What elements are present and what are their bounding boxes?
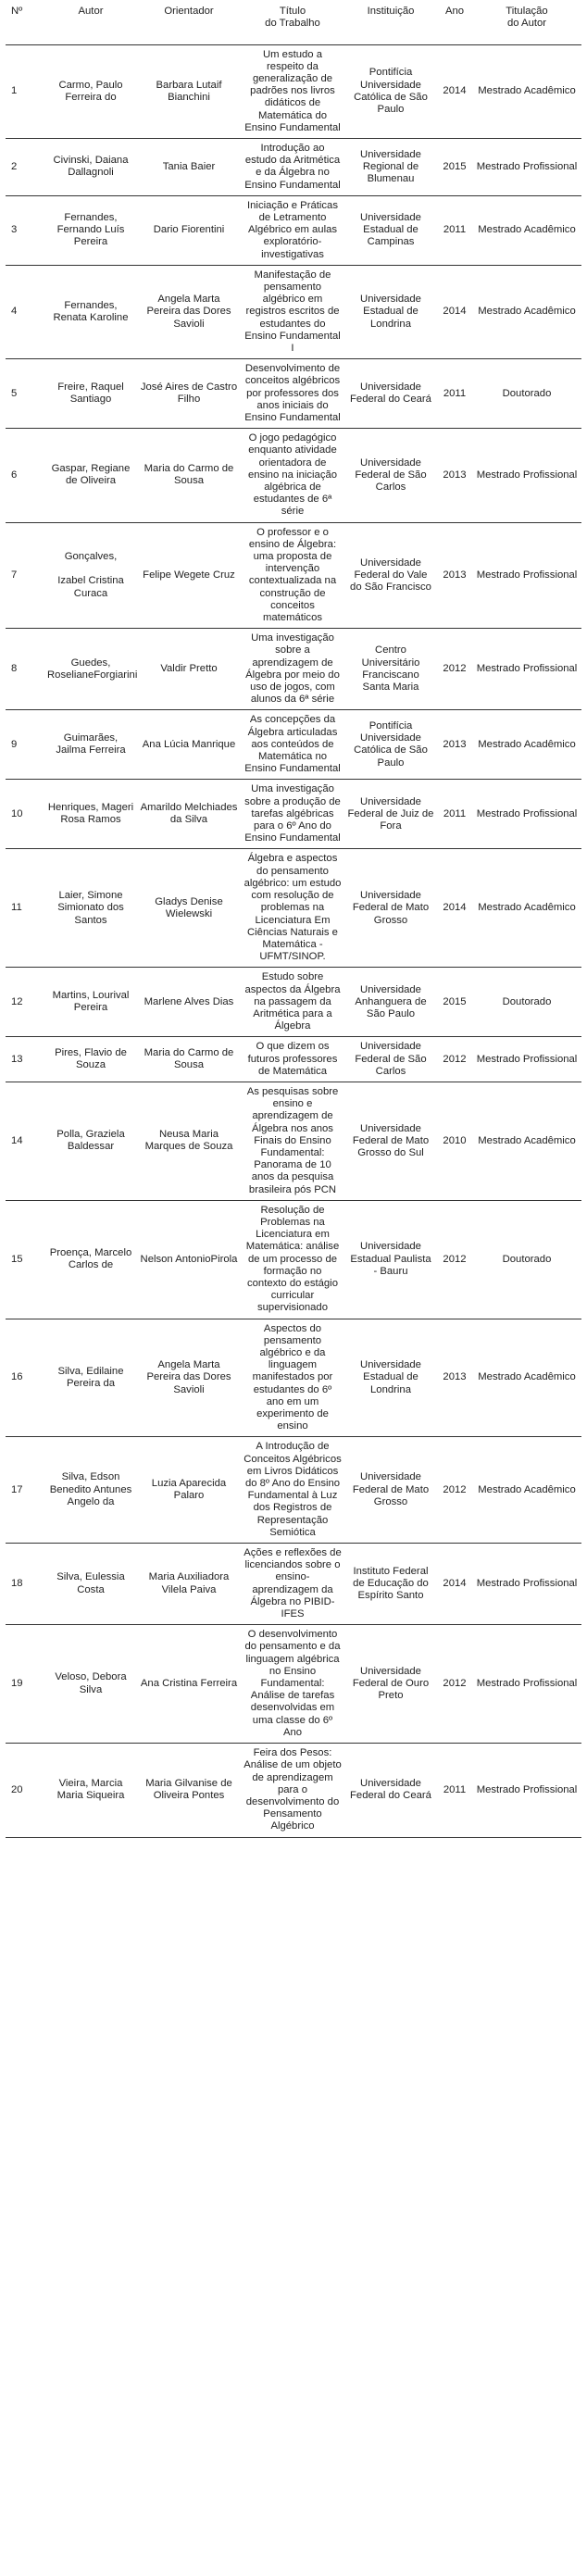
cell-ano: 2014 — [443, 306, 467, 318]
cell-autor: Civinski, Daiana Dallagnoli — [53, 155, 129, 179]
cell-titulo: Aspectos do pensamento algébrico e da linguagem manifestados por estudantes do 6º ano em um experimento de ensino — [252, 1322, 333, 1432]
cell-orientador: Ana Cristina Ferreira — [140, 1678, 238, 1690]
cell-titulo: O professor e o ensino de Álgebra: uma proposta de intervenção contextualizada na construção de conceitos matemáticos — [248, 526, 337, 624]
cell-titulo: O desenvolvimento do pensamento e da linguagem algébrica no Ensino Fundamental: Análise de tarefas desenvolvidas em uma classe do 6º Ano — [244, 1629, 341, 1738]
cell-titulo: A Introdução de Conceitos Algébricos em Livros Didáticos do 8º Ano do Ensino Fundamental à Luz dos Registros de Representação Semiótica — [244, 1441, 342, 1538]
cell-instituicao: Universidade Federal de São Carlos — [355, 456, 427, 493]
cell-instituicao: Centro Universitário Franciscano Santa Maria — [361, 644, 420, 694]
table-row — [6, 522, 581, 629]
cell-orientador: Amarildo Melchiades da Silva — [140, 802, 238, 826]
cell-ano: 2014 — [443, 902, 467, 914]
cell-autor: Laier, Simone Simionato dos Santos — [57, 890, 124, 926]
cell-num: 15 — [11, 1253, 23, 1265]
header-instituicao: Instituição — [367, 6, 415, 17]
cell-instituicao: Universidade Federal do Vale do São Francisco — [350, 556, 431, 594]
cell-num: 14 — [11, 1134, 23, 1146]
cell-titulo: As concepções da Álgebra articuladas aos conteúdos de Matemática no Ensino Fundamental — [244, 714, 341, 775]
table-row — [6, 359, 581, 429]
cell-titulacao: Mestrado Profissional — [476, 663, 578, 675]
cell-orientador: Angela Marta Pereira das Dores Savioli — [146, 1359, 231, 1395]
cell-instituicao: Universidade Anhanguera de São Paulo — [355, 983, 427, 1019]
cell-titulo: Uma investigação sobre a produção de tarefas algébricas para o 6º Ano do Ensino Fundamental — [244, 783, 341, 844]
cell-titulacao: Doutorado — [502, 995, 552, 1007]
cell-orientador: Maria do Carmo de Sousa — [144, 463, 234, 487]
cell-ano: 2013 — [443, 1371, 467, 1383]
cell-autor: Polla, Graziela Baldessar — [56, 1129, 125, 1153]
cell-titulacao: Mestrado Profissional — [476, 160, 578, 172]
cell-num: 12 — [11, 995, 23, 1007]
table-row — [6, 1544, 581, 1625]
table-row — [6, 1744, 581, 1837]
cell-orientador: Maria Gilvanise de Oliveira Pontes — [145, 1778, 232, 1802]
cell-instituicao: Universidade Estadual de Londrina — [360, 294, 421, 330]
cell-titulacao: Mestrado Profissional — [476, 1053, 578, 1065]
cell-titulacao: Mestrado Profissional — [476, 807, 578, 819]
table-body — [6, 44, 581, 1837]
cell-ano: 2014 — [443, 85, 467, 97]
table-row — [6, 968, 581, 1037]
table-row — [6, 265, 581, 358]
cell-instituicao: Universidade Estadual de Campinas — [360, 211, 421, 248]
cell-titulacao: Mestrado Acadêmico — [478, 738, 576, 750]
cell-titulacao: Mestrado Acadêmico — [478, 1371, 576, 1383]
cell-titulo: Um estudo a respeito da generalização de padrões nos livros didáticos de Matemática do Ensino Fundamental — [244, 48, 341, 133]
cell-autor: Silva, Eulessia Costa — [56, 1571, 125, 1595]
cell-orientador: Angela Marta Pereira das Dores Savioli — [146, 294, 231, 330]
cell-autor: Martins, Lourival Pereira — [52, 990, 130, 1014]
cell-instituicao: Universidade Regional de Blumenau — [360, 148, 421, 184]
cell-titulacao: Doutorado — [502, 1253, 552, 1265]
cell-instituicao: Universidade Federal de Mato Grosso do Sul — [352, 1122, 430, 1158]
header-orientador: Orientador — [164, 6, 214, 17]
cell-orientador: Gladys Denise Wielewski — [155, 895, 223, 919]
cell-titulo: O que dizem os futuros professores de Matemática — [247, 1041, 338, 1077]
cell-titulacao: Mestrado Acadêmico — [478, 306, 576, 318]
table-row — [6, 780, 581, 849]
cell-num: 16 — [11, 1371, 23, 1383]
cell-orientador: Dario Fiorentini — [153, 224, 225, 236]
cell-autor: Veloso, Debora Silva — [55, 1671, 127, 1695]
cell-autor: Vieira, Marcia Maria Siqueira — [56, 1778, 125, 1802]
cell-titulo: O jogo pedagógico enquanto atividade orientadora de ensino na iniciação algébrica de estudantes de 6ª série — [247, 432, 338, 518]
cell-titulo: Estudo sobre aspectos da Álgebra na passagem da Aritmética para a Álgebra — [244, 971, 341, 1032]
header-row — [6, 4, 581, 44]
cell-autor: Fernandes, Fernando Luís Pereira — [56, 211, 125, 248]
cell-titulacao: Doutorado — [502, 387, 552, 399]
cell-autor: Silva, Edilaine Pereira da — [57, 1365, 124, 1389]
cell-autor: Freire, Raquel Santiago — [57, 381, 124, 406]
cell-ano: 2012 — [443, 1053, 467, 1065]
cell-instituicao: Universidade Estadual Paulista - Bauru — [350, 1241, 431, 1277]
table-row — [6, 710, 581, 780]
table-row — [6, 195, 581, 265]
cell-num: 9 — [11, 738, 18, 750]
cell-num: 20 — [11, 1783, 23, 1795]
cell-instituicao: Pontifícia Universidade Católica de São Paulo — [354, 720, 428, 769]
table-row — [6, 1200, 581, 1319]
cell-num: 5 — [11, 387, 18, 399]
cell-orientador: Tania Baier — [162, 160, 216, 172]
cell-titulacao: Mestrado Acadêmico — [478, 85, 576, 97]
cell-num: 2 — [11, 160, 18, 172]
cell-num: 11 — [11, 902, 22, 914]
cell-orientador: Barbara Lutaif Bianchini — [156, 79, 222, 103]
cell-autor: Gaspar, Regiane de Oliveira — [51, 463, 131, 487]
cell-instituicao: Universidade Federal de Ouro Preto — [352, 1665, 430, 1702]
cell-orientador: Luzia Aparecida Palaro — [151, 1478, 227, 1502]
table-row — [6, 1319, 581, 1437]
cell-instituicao: Universidade Federal do Ceará — [350, 381, 431, 406]
cell-autor: Proença, Marcelo Carlos de — [49, 1246, 132, 1271]
cell-titulacao: Mestrado Profissional — [476, 1678, 578, 1690]
cell-autor: Pires, Flavio de Souza — [55, 1046, 127, 1071]
header-titulacao: Titulação do Autor — [506, 6, 548, 30]
cell-num: 8 — [11, 663, 18, 675]
cell-num: 7 — [11, 569, 18, 581]
header-ano: Ano — [444, 6, 465, 17]
cell-titulo: Iniciação e Práticas de Letramento Algébrico em aulas exploratório-investigativas — [247, 199, 338, 260]
table-row — [6, 1625, 581, 1744]
cell-titulo: Introdução ao estudo da Aritmética e da Álgebra no Ensino Fundamental — [244, 142, 341, 191]
cell-num: 19 — [11, 1678, 23, 1690]
table-row — [6, 629, 581, 710]
cell-ano: 2012 — [443, 663, 467, 675]
cell-ano: 2012 — [443, 1253, 467, 1265]
cell-ano: 2013 — [443, 569, 467, 581]
cell-num: 17 — [11, 1483, 23, 1495]
cell-num: 13 — [11, 1053, 23, 1065]
cell-ano: 2015 — [443, 160, 467, 172]
cell-titulacao: Mestrado Acadêmico — [478, 902, 576, 914]
cell-num: 6 — [11, 469, 18, 481]
cell-instituicao: Universidade Federal de Mato Grosso — [352, 890, 430, 926]
cell-titulacao: Mestrado Profissional — [476, 469, 578, 481]
cell-ano: 2011 — [443, 807, 467, 819]
cell-titulo: Resolução de Problemas na Licenciatura em Matemática: análise de um processo de formação no contexto do estágio curricular supervisionado — [245, 1204, 340, 1314]
table-row — [6, 1082, 581, 1200]
cell-autor: Henriques, Mageri Rosa Ramos — [47, 802, 134, 826]
cell-ano: 2010 — [443, 1134, 467, 1146]
cell-instituicao: Instituto Federal de Educação do Espírito Santo — [353, 1565, 429, 1602]
cell-instituicao: Universidade Federal de Mato Grosso — [352, 1471, 430, 1507]
cell-ano: 2011 — [443, 387, 467, 399]
cell-num: 3 — [11, 224, 18, 236]
cell-orientador: Maria do Carmo de Sousa — [144, 1046, 234, 1071]
cell-ano: 2012 — [443, 1483, 467, 1495]
cell-instituicao: Universidade Federal de São Carlos — [355, 1041, 427, 1077]
cell-titulo: Manifestação de pensamento algébrico em registros escritos de estudantes do Ensino Fundamental I — [244, 269, 341, 354]
cell-titulacao: Mestrado Profissional — [476, 1578, 578, 1590]
dissertations-table — [6, 4, 581, 1838]
cell-titulo: As pesquisas sobre ensino e aprendizagem de Álgebra nos anos Finais do Ensino Fundamental: Panorama de 10 anos da pesquisa brasileira pós PCN — [246, 1085, 339, 1195]
cell-autor: Carmo, Paulo Ferreira do — [58, 79, 123, 103]
cell-instituicao: Universidade Federal de Juiz de Fora — [347, 795, 434, 832]
table-row — [6, 1037, 581, 1082]
cell-instituicao: Universidade Estadual de Londrina — [360, 1359, 421, 1395]
cell-titulo: Álgebra e aspectos do pensamento algébrico: um estudo com resolução de problemas na Licenciatura Em Ciências Naturais e Matemática - UFMT/SINOP. — [244, 853, 342, 963]
cell-orientador: José Aires de Castro Filho — [140, 381, 238, 406]
cell-num: 1 — [11, 85, 18, 97]
table-row — [6, 138, 581, 195]
cell-autor: Guimarães, Jailma Ferreira — [56, 732, 126, 757]
cell-num: 10 — [11, 807, 23, 819]
table-row — [6, 429, 581, 522]
cell-instituicao: Pontifícia Universidade Católica de São Paulo — [354, 67, 428, 115]
table-header — [6, 4, 581, 44]
cell-autor: Gonçalves, Izabel Cristina Curaca — [57, 551, 124, 599]
cell-ano: 2011 — [443, 224, 467, 236]
cell-orientador: Ana Lúcia Manrique — [142, 738, 236, 750]
table-row — [6, 849, 581, 968]
cell-orientador: Maria Auxiliadora Vilela Paiva — [148, 1571, 230, 1595]
cell-num: 4 — [11, 306, 18, 318]
cell-ano: 2011 — [443, 1783, 467, 1795]
cell-titulo: Uma investigação sobre a aprendizagem de Álgebra por meio do uso de jogos, com alunos da 6ª série — [245, 632, 340, 706]
cell-orientador: Felipe Wegete Cruz — [143, 569, 235, 581]
cell-autor: Guedes, RoselianeForgiarini — [47, 657, 138, 681]
cell-ano: 2014 — [443, 1578, 467, 1590]
cell-orientador: Marlene Alves Dias — [144, 995, 234, 1007]
header-titulo: Título do Trabalho — [265, 6, 320, 30]
cell-ano: 2013 — [443, 738, 467, 750]
cell-num: 18 — [11, 1578, 23, 1590]
header-autor: Autor — [78, 6, 104, 17]
cell-orientador: Nelson AntonioPirola — [140, 1253, 238, 1265]
cell-autor: Fernandes, Renata Karoline — [53, 299, 129, 323]
cell-titulacao: Mestrado Acadêmico — [478, 1134, 576, 1146]
cell-titulacao: Mestrado Profissional — [476, 1783, 578, 1795]
table-row — [6, 1437, 581, 1544]
cell-orientador: Neusa Maria Marques de Souza — [144, 1129, 233, 1153]
cell-titulo: Desenvolvimento de conceitos algébricos por professores dos anos iniciais do Ensino Fundamental — [244, 363, 341, 423]
cell-ano: 2013 — [443, 469, 467, 481]
cell-orientador: Valdir Pretto — [160, 663, 218, 675]
cell-titulacao: Mestrado Profissional — [476, 569, 578, 581]
cell-titulacao: Mestrado Acadêmico — [478, 1483, 576, 1495]
cell-instituicao: Universidade Federal do Ceará — [350, 1778, 431, 1802]
table-row — [6, 44, 581, 138]
cell-ano: 2012 — [443, 1678, 467, 1690]
cell-ano: 2015 — [443, 995, 467, 1007]
cell-autor: Silva, Edson Benedito Antunes Angelo da — [49, 1471, 132, 1507]
cell-titulo: Feira dos Pesos: Análise de um objeto de aprendizagem para o desenvolvimento do Pensamento Algébrico — [244, 1747, 342, 1832]
header-num: Nº — [11, 6, 23, 17]
cell-titulo: Ações e reflexões de licenciandos sobre o ensino-aprendizagem da Álgebra no PIBID-IFES — [244, 1547, 342, 1620]
cell-titulacao: Mestrado Acadêmico — [478, 224, 576, 236]
